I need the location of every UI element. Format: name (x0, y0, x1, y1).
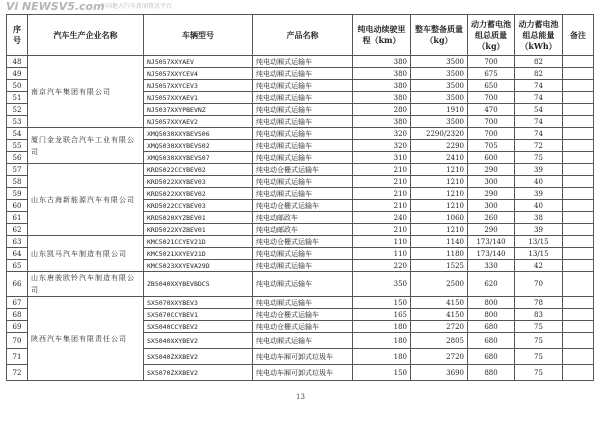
battery-energy-kwh: 13/15 (515, 248, 563, 260)
product-name: 纯电动车厢可卸式垃圾车 (253, 365, 353, 381)
product-name: 纯电动仓栅式运输车 (253, 236, 353, 248)
note-cell (563, 92, 594, 104)
curb-mass-kg: 1210 (411, 224, 468, 236)
vehicle-model: KRD5022XXYBEV03 (144, 176, 253, 188)
row-number: 58 (7, 176, 28, 188)
vehicle-model: NJ5057XXYAEV2 (144, 116, 253, 128)
battery-energy-kwh: 78 (515, 297, 563, 309)
table-row (7, 297, 594, 309)
range-km: 210 (353, 164, 411, 176)
note-cell (563, 140, 594, 152)
range-km: 180 (353, 333, 411, 349)
row-number: 54 (7, 128, 28, 140)
note-cell (563, 152, 594, 164)
company-name: 厦门金龙联合汽车工业有限公司 (28, 128, 144, 164)
vehicle-model: NJ5057XXYCEV3 (144, 80, 253, 92)
row-number: 65 (7, 260, 28, 272)
range-km: 310 (353, 152, 411, 164)
battery-mass-kg: 173/140 (468, 236, 515, 248)
range-km: 380 (353, 68, 411, 80)
page-number: 13 (296, 393, 305, 401)
range-km: 280 (353, 104, 411, 116)
curb-mass-kg: 2500 (411, 272, 468, 297)
company-name: 山东古海新能源汽车有限公司 (28, 164, 144, 236)
battery-mass-kg: 470 (468, 104, 515, 116)
note-cell (563, 212, 594, 224)
product-name: 纯电动仓栅式运输车 (253, 200, 353, 212)
vehicle-model: SX5070CCYBEV1 (144, 309, 253, 321)
range-km: 210 (353, 176, 411, 188)
row-number: 61 (7, 212, 28, 224)
note-cell (563, 224, 594, 236)
battery-mass-kg: 300 (468, 176, 515, 188)
vehicle-model: NJ5057XXYCEV4 (144, 68, 253, 80)
header-battery-mass: 动力蓄电池组总质量（kg） (468, 15, 515, 56)
range-km: 210 (353, 200, 411, 212)
battery-energy-kwh: 70 (515, 272, 563, 297)
row-number: 70 (7, 333, 28, 349)
battery-energy-kwh: 74 (515, 92, 563, 104)
battery-energy-kwh: 39 (515, 224, 563, 236)
vehicle-model: SX5070ZXXBEV2 (144, 365, 253, 381)
vehicle-model: SX5070XXYBEV3 (144, 297, 253, 309)
battery-mass-kg: 680 (468, 333, 515, 349)
battery-mass-kg: 800 (468, 309, 515, 321)
note-cell (563, 272, 594, 297)
header-range: 纯电动续驶里程（km） (353, 15, 411, 56)
header-company: 汽车生产企业名称 (28, 15, 144, 56)
battery-mass-kg: 620 (468, 272, 515, 297)
range-km: 380 (353, 116, 411, 128)
battery-energy-kwh: 40 (515, 176, 563, 188)
row-number: 69 (7, 321, 28, 333)
curb-mass-kg: 2805 (411, 333, 468, 349)
vehicle-model: XMQ5030XXYBEVS07 (144, 152, 253, 164)
product-name: 纯电动厢式运输车 (253, 297, 353, 309)
curb-mass-kg: 1210 (411, 188, 468, 200)
product-name: 纯电动邮政车 (253, 224, 353, 236)
header-mass: 整车整备质量（kg） (411, 15, 468, 56)
note-cell (563, 56, 594, 68)
product-name: 纯电动厢式运输车 (253, 260, 353, 272)
range-km: 380 (353, 92, 411, 104)
vehicle-model: KRD5022CCYBEV02 (144, 164, 253, 176)
product-name: 纯电动厢式运输车 (253, 176, 353, 188)
range-km: 110 (353, 248, 411, 260)
vehicle-model: SX5040CCYBEV2 (144, 321, 253, 333)
row-number: 55 (7, 140, 28, 152)
range-km: 150 (353, 365, 411, 381)
vehicle-model: KRD5020XYZBEV01 (144, 212, 253, 224)
note-cell (563, 164, 594, 176)
product-name: 纯电动厢式运输车 (253, 188, 353, 200)
battery-mass-kg: 680 (468, 349, 515, 365)
note-cell (563, 116, 594, 128)
note-cell (563, 297, 594, 309)
battery-mass-kg: 800 (468, 297, 515, 309)
curb-mass-kg: 3690 (411, 365, 468, 381)
curb-mass-kg: 4150 (411, 297, 468, 309)
product-name: 纯电动厢式运输车 (253, 68, 353, 80)
range-km: 210 (353, 224, 411, 236)
company-name: 南京汽车集团有限公司 (28, 56, 144, 128)
note-cell (563, 176, 594, 188)
battery-mass-kg: 700 (468, 128, 515, 140)
battery-energy-kwh: 74 (515, 116, 563, 128)
curb-mass-kg: 1210 (411, 176, 468, 188)
table-body (7, 56, 594, 381)
table-row (7, 236, 594, 248)
product-name: 纯电动厢式运输车 (253, 333, 353, 349)
battery-mass-kg: 600 (468, 152, 515, 164)
vehicle-model: KMC5021CCYEV21D (144, 236, 253, 248)
vehicle-model: XMQ5030XXYBEVS02 (144, 140, 253, 152)
note-cell (563, 188, 594, 200)
product-name: 纯电动厢式运输车 (253, 128, 353, 140)
battery-mass-kg: 675 (468, 68, 515, 80)
range-km: 240 (353, 212, 411, 224)
note-cell (563, 321, 594, 333)
watermark-subtitle: 中国地方汽车新闻资讯平台 (100, 3, 173, 10)
range-km: 210 (353, 188, 411, 200)
battery-energy-kwh: 13/15 (515, 236, 563, 248)
curb-mass-kg: 2290/2320 (411, 128, 468, 140)
product-name: 纯电动厢式运输车 (253, 140, 353, 152)
battery-mass-kg: 700 (468, 116, 515, 128)
product-name: 纯电动仓栅式运输车 (253, 321, 353, 333)
range-km: 380 (353, 56, 411, 68)
battery-mass-kg: 290 (468, 164, 515, 176)
note-cell (563, 68, 594, 80)
row-number: 56 (7, 152, 28, 164)
company-name: 山东唐骏欧铃汽车制造有限公司 (28, 272, 144, 297)
range-km: 320 (353, 140, 411, 152)
header-no: 序号 (7, 15, 28, 56)
curb-mass-kg: 1180 (411, 248, 468, 260)
row-number: 51 (7, 92, 28, 104)
battery-mass-kg: 330 (468, 260, 515, 272)
curb-mass-kg: 4150 (411, 309, 468, 321)
company-name: 陕西汽车集团有限责任公司 (28, 297, 144, 381)
product-name: 纯电动厢式运输车 (253, 152, 353, 164)
curb-mass-kg: 3500 (411, 56, 468, 68)
battery-mass-kg: 680 (468, 321, 515, 333)
note-cell (563, 236, 594, 248)
battery-mass-kg: 300 (468, 200, 515, 212)
vehicle-model: XMQ5030XXYBEVS06 (144, 128, 253, 140)
product-name: 纯电动厢式运输车 (253, 92, 353, 104)
battery-mass-kg: 290 (468, 188, 515, 200)
row-number: 66 (7, 272, 28, 297)
product-name: 纯电动厢式运输车 (253, 272, 353, 297)
battery-mass-kg: 705 (468, 140, 515, 152)
note-cell (563, 128, 594, 140)
vehicle-model: NJ5057XXYAEV1 (144, 92, 253, 104)
range-km: 350 (353, 272, 411, 297)
curb-mass-kg: 1525 (411, 260, 468, 272)
battery-energy-kwh: 75 (515, 333, 563, 349)
battery-mass-kg: 650 (468, 80, 515, 92)
row-number: 68 (7, 309, 28, 321)
battery-energy-kwh: 82 (515, 68, 563, 80)
note-cell (563, 104, 594, 116)
battery-energy-kwh: 74 (515, 128, 563, 140)
note-cell (563, 365, 594, 381)
vehicle-model: SX5040XXYBEV2 (144, 333, 253, 349)
battery-energy-kwh: 40 (515, 200, 563, 212)
range-km: 220 (353, 260, 411, 272)
range-km: 165 (353, 309, 411, 321)
vehicle-catalog-table (6, 14, 594, 381)
range-km: 180 (353, 349, 411, 365)
row-number: 60 (7, 200, 28, 212)
curb-mass-kg: 1910 (411, 104, 468, 116)
battery-energy-kwh: 39 (515, 188, 563, 200)
vehicle-model: ZB5040XXYBEVBDC5 (144, 272, 253, 297)
range-km: 320 (353, 128, 411, 140)
curb-mass-kg: 3500 (411, 80, 468, 92)
product-name: 纯电动厢式运输车 (253, 104, 353, 116)
battery-mass-kg: 700 (468, 56, 515, 68)
vehicle-model: NJ5057XXYAEV (144, 56, 253, 68)
note-cell (563, 333, 594, 349)
curb-mass-kg: 1210 (411, 164, 468, 176)
product-name: 纯电动厢式运输车 (253, 80, 353, 92)
battery-mass-kg: 700 (468, 92, 515, 104)
curb-mass-kg: 2410 (411, 152, 468, 164)
table-row (7, 128, 594, 140)
header-note: 备注 (563, 15, 594, 56)
header-battery-energy: 动力蓄电池组总能量（kWh） (515, 15, 563, 56)
table-row (7, 56, 594, 68)
curb-mass-kg: 3500 (411, 68, 468, 80)
product-name: 纯电动厢式运输车 (253, 248, 353, 260)
vehicle-model: KRD5022XXYBEV02 (144, 188, 253, 200)
battery-energy-kwh: 75 (515, 321, 563, 333)
curb-mass-kg: 2720 (411, 321, 468, 333)
row-number: 62 (7, 224, 28, 236)
curb-mass-kg: 3500 (411, 116, 468, 128)
curb-mass-kg: 2290 (411, 140, 468, 152)
row-number: 64 (7, 248, 28, 260)
product-name: 纯电动仓栅式运输车 (253, 164, 353, 176)
product-name: 纯电动厢式运输车 (253, 116, 353, 128)
watermark-logo: Vi NEWSV5.com (6, 0, 105, 13)
battery-energy-kwh: 42 (515, 260, 563, 272)
product-name: 纯电动邮政车 (253, 212, 353, 224)
battery-energy-kwh: 39 (515, 164, 563, 176)
battery-energy-kwh: 74 (515, 80, 563, 92)
range-km: 180 (353, 321, 411, 333)
company-name: 山东凯马汽车制造有限公司 (28, 236, 144, 272)
battery-energy-kwh: 75 (515, 349, 563, 365)
header-product: 产品名称 (253, 15, 353, 56)
row-number: 67 (7, 297, 28, 309)
vehicle-model: KRD5022CCYBEV03 (144, 200, 253, 212)
battery-mass-kg: 260 (468, 212, 515, 224)
vehicle-model: KRD5022XYZBEV01 (144, 224, 253, 236)
row-number: 53 (7, 116, 28, 128)
battery-energy-kwh: 38 (515, 212, 563, 224)
note-cell (563, 200, 594, 212)
note-cell (563, 309, 594, 321)
curb-mass-kg: 2720 (411, 349, 468, 365)
table-row (7, 272, 594, 297)
header-model: 车辆型号 (144, 15, 253, 56)
row-number: 50 (7, 80, 28, 92)
vehicle-model: KMC5023XXYEVA29D (144, 260, 253, 272)
table-header-row (7, 15, 594, 56)
note-cell (563, 260, 594, 272)
row-number: 49 (7, 68, 28, 80)
vehicle-model: KMC5021XXYEV21D (144, 248, 253, 260)
battery-energy-kwh: 82 (515, 56, 563, 68)
product-name: 纯电动仓栅式运输车 (253, 309, 353, 321)
table-row (7, 164, 594, 176)
product-name: 纯电动厢式运输车 (253, 56, 353, 68)
curb-mass-kg: 1210 (411, 200, 468, 212)
vehicle-model: SX5040ZXXBEV2 (144, 349, 253, 365)
row-number: 63 (7, 236, 28, 248)
battery-energy-kwh: 75 (515, 365, 563, 381)
row-number: 48 (7, 56, 28, 68)
vehicle-model: NJ5037XXYPBEVNZ (144, 104, 253, 116)
row-number: 71 (7, 349, 28, 365)
row-number: 59 (7, 188, 28, 200)
battery-mass-kg: 880 (468, 365, 515, 381)
row-number: 72 (7, 365, 28, 381)
curb-mass-kg: 1060 (411, 212, 468, 224)
range-km: 380 (353, 80, 411, 92)
range-km: 110 (353, 236, 411, 248)
battery-mass-kg: 173/140 (468, 248, 515, 260)
curb-mass-kg: 1140 (411, 236, 468, 248)
curb-mass-kg: 3500 (411, 92, 468, 104)
note-cell (563, 80, 594, 92)
battery-energy-kwh: 54 (515, 104, 563, 116)
product-name: 纯电动车厢可卸式垃圾车 (253, 349, 353, 365)
note-cell (563, 349, 594, 365)
battery-energy-kwh: 83 (515, 309, 563, 321)
battery-energy-kwh: 72 (515, 140, 563, 152)
range-km: 150 (353, 297, 411, 309)
battery-energy-kwh: 75 (515, 152, 563, 164)
row-number: 57 (7, 164, 28, 176)
battery-mass-kg: 290 (468, 224, 515, 236)
row-number: 52 (7, 104, 28, 116)
note-cell (563, 248, 594, 260)
